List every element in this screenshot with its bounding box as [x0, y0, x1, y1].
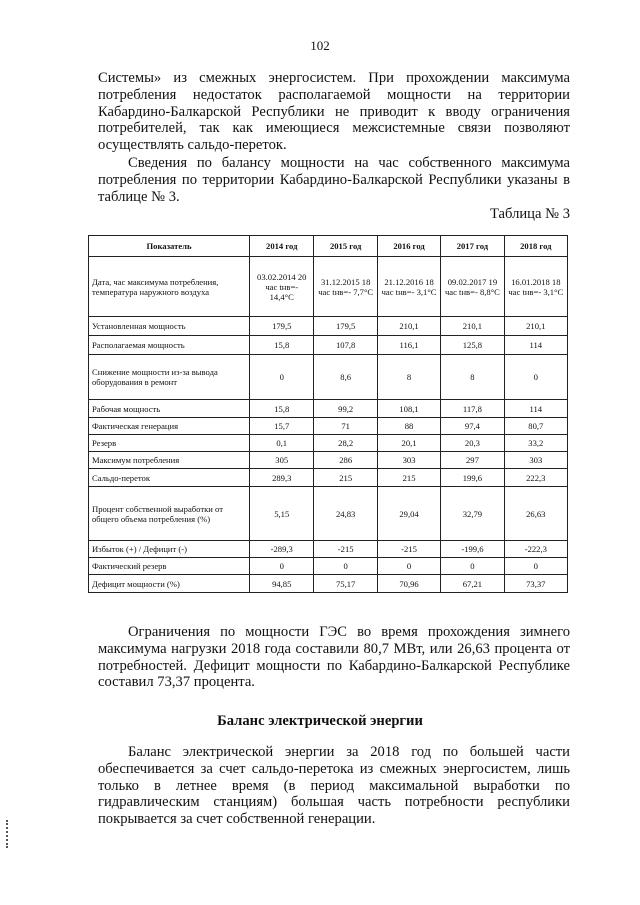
table-cell: 5,15 [250, 487, 314, 541]
table-header-row [89, 236, 568, 257]
row-label: Фактическая генерация [89, 418, 250, 435]
table-cell: 15,8 [250, 400, 314, 418]
table-row [89, 355, 568, 400]
table-cell: -222,3 [504, 541, 567, 558]
table-cell: 70,96 [377, 575, 440, 593]
table-cell: 0,1 [250, 435, 314, 452]
table-cell: 97,4 [441, 418, 504, 435]
table-cell: -289,3 [250, 541, 314, 558]
table-cell: 0 [504, 558, 567, 575]
section-heading: Баланс электрической энергии [217, 713, 423, 729]
table-cell: 8,6 [314, 355, 377, 400]
table-cell: 303 [504, 452, 567, 469]
row-label: Фактический резерв [89, 558, 250, 575]
row-label: Сальдо-переток [89, 469, 250, 487]
table-cell: 09.02.2017 19 час tнв=- 8,8°С [441, 257, 504, 317]
table-cell: 210,1 [504, 317, 567, 336]
table-cell: 125,8 [441, 336, 504, 355]
table-row [89, 418, 568, 435]
table-cell: -215 [314, 541, 377, 558]
header-year: 2015 год [314, 236, 377, 257]
table-cell: 0 [250, 355, 314, 400]
table-cell: -199,6 [441, 541, 504, 558]
row-label: Резерв [89, 435, 250, 452]
table-cell: 0 [250, 558, 314, 575]
table-cell: 71 [314, 418, 377, 435]
paragraph-table-reference [98, 155, 570, 205]
table-cell: 31.12.2015 18 час tнв=- 7,7°С [314, 257, 377, 317]
row-label: Снижение мощности из-за вывода оборудования в ремонт [89, 355, 250, 400]
paragraph-hydro-limits-text: Ограничения по мощности ГЭС во время прохождения зимнего максимума нагрузки 2018 года составили 80,7 МВт, или 26,63 процента от потребностей. Дефицит мощности по Кабардино-Балкарской Республике составил 73,37 процента. [98, 624, 570, 691]
table-cell: 28,2 [314, 435, 377, 452]
table-cell: 108,1 [377, 400, 440, 418]
table-cell: 286 [314, 452, 377, 469]
table-cell: 67,21 [441, 575, 504, 593]
table-row [89, 558, 568, 575]
table-cell: 305 [250, 452, 314, 469]
header-year: 2016 год [377, 236, 440, 257]
table-cell: 33,2 [504, 435, 567, 452]
row-label: Располагаемая мощность [89, 336, 250, 355]
margin-mark [6, 820, 10, 848]
table-cell: 24,83 [314, 487, 377, 541]
table-cell: 222,3 [504, 469, 567, 487]
table-cell: 114 [504, 336, 567, 355]
table-cell: 199,6 [441, 469, 504, 487]
table-cell: 179,5 [250, 317, 314, 336]
header-year: 2014 год [250, 236, 314, 257]
header-year: 2018 год [504, 236, 567, 257]
table-cell: -215 [377, 541, 440, 558]
paragraph-energy-balance [98, 744, 570, 828]
page-number: 102 [310, 38, 330, 53]
table-cell: 32,79 [441, 487, 504, 541]
row-label: Дата, час максимума потребления, температура наружного воздуха [89, 257, 250, 317]
table-cell: 99,2 [314, 400, 377, 418]
table-row [89, 400, 568, 418]
table-cell: 116,1 [377, 336, 440, 355]
table-cell: 8 [441, 355, 504, 400]
table-cell: 0 [441, 558, 504, 575]
table-cell: 107,8 [314, 336, 377, 355]
table-row [89, 257, 568, 317]
table-cell: 20,3 [441, 435, 504, 452]
header-indicator: Показатель [89, 236, 250, 257]
table-cell: 215 [377, 469, 440, 487]
table-cell: 297 [441, 452, 504, 469]
table-cell: 210,1 [441, 317, 504, 336]
table-row [89, 575, 568, 593]
power-balance-table [88, 235, 568, 593]
table-cell: 0 [377, 558, 440, 575]
table-cell: 8 [377, 355, 440, 400]
table-cell: 289,3 [250, 469, 314, 487]
paragraph-intro-text: Системы» из смежных энергосистем. При прохождении максимума потребления недостаток располагаемой мощности на территории Кабардино-Балкарской Республики не приводит к вводу ограничения потребителей, так как имеющиеся межсистемные связи позволяют осуществлять сальдо-переток. [98, 70, 570, 154]
table-row [89, 317, 568, 336]
table-caption: Таблица № 3 [490, 206, 570, 222]
row-label: Установленная мощность [89, 317, 250, 336]
table-cell: 0 [504, 355, 567, 400]
table-cell: 26,63 [504, 487, 567, 541]
table-cell: 15,8 [250, 336, 314, 355]
row-label: Избыток (+) / Дефицит (-) [89, 541, 250, 558]
table-cell: 210,1 [377, 317, 440, 336]
table-row [89, 469, 568, 487]
table-cell: 114 [504, 400, 567, 418]
row-label: Процент собственной выработки от общего объема потребления (%) [89, 487, 250, 541]
paragraph-hydro-limits [98, 624, 570, 691]
table-cell: 03.02.2014 20 час tнв=- 14,4°С [250, 257, 314, 317]
paragraph-table-reference-text: Сведения по балансу мощности на час собственного максимума потребления по территории Кабардино-Балкарской Республики указаны в таблице № 3. [98, 155, 570, 205]
table-row [89, 541, 568, 558]
table-cell: 75,17 [314, 575, 377, 593]
header-year: 2017 год [441, 236, 504, 257]
table-cell: 0 [314, 558, 377, 575]
row-label: Максимум потребления [89, 452, 250, 469]
table-cell: 29,04 [377, 487, 440, 541]
table-row [89, 435, 568, 452]
table-cell: 21.12.2016 18 час tнв=- 3,1°С [377, 257, 440, 317]
table-cell: 73,37 [504, 575, 567, 593]
table-cell: 303 [377, 452, 440, 469]
table-cell: 20,1 [377, 435, 440, 452]
row-label: Дефицит мощности (%) [89, 575, 250, 593]
table-cell: 94,85 [250, 575, 314, 593]
table-cell: 88 [377, 418, 440, 435]
table-body [89, 257, 568, 593]
table-cell: 117,8 [441, 400, 504, 418]
table-cell: 80,7 [504, 418, 567, 435]
table-row [89, 336, 568, 355]
row-label: Рабочая мощность [89, 400, 250, 418]
table-cell: 15,7 [250, 418, 314, 435]
table-row [89, 487, 568, 541]
table-row [89, 452, 568, 469]
table-cell: 215 [314, 469, 377, 487]
table-cell: 16.01.2018 18 час tнв=- 3,1°С [504, 257, 567, 317]
paragraph-energy-balance-text: Баланс электрической энергии за 2018 год по большей части обеспечивается за счет сальдо-перетока из смежных энергосистем, лишь только в летнее время (в период максимальной выработки по гидравлическим станциям) большая часть потребности республики покрывается за счет собственной генерации. [98, 744, 570, 828]
paragraph-intro [98, 70, 570, 154]
table-cell: 179,5 [314, 317, 377, 336]
